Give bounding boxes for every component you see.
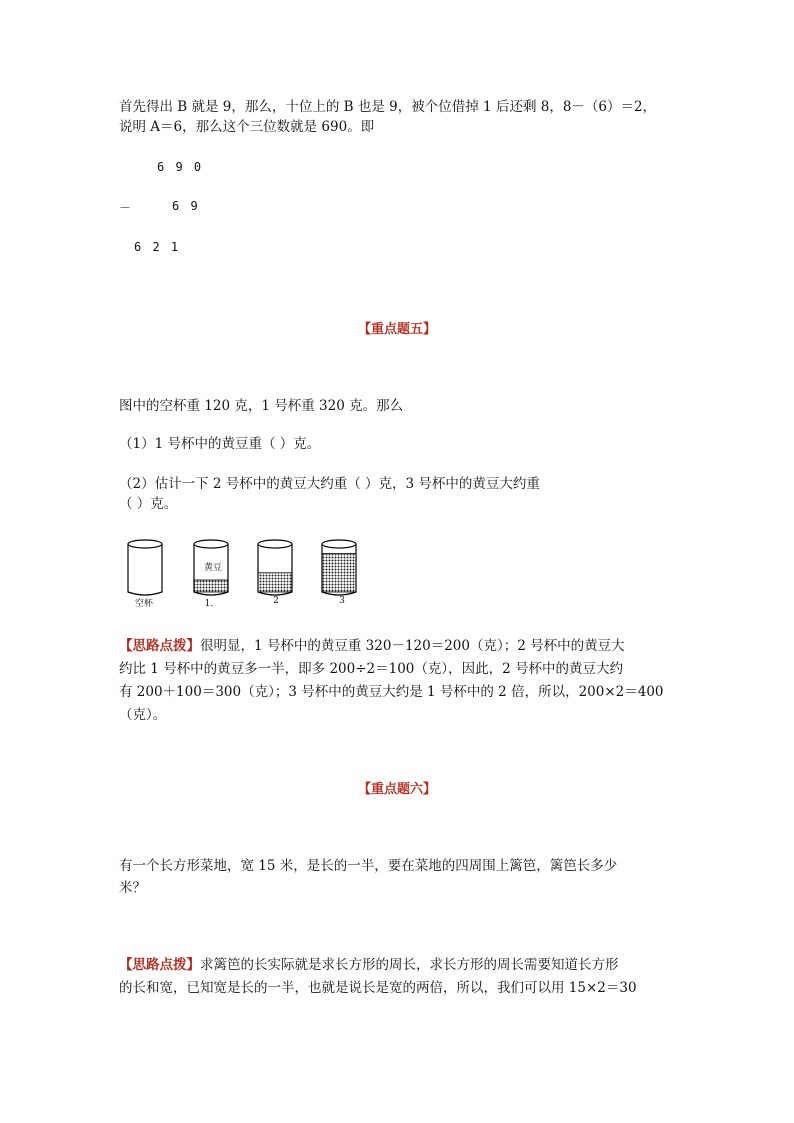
hint-text: 求篱笆的长实际就是求长方形的周长，求长方形的周长需要知道长方形 xyxy=(200,957,619,973)
cup-0 xyxy=(128,540,162,595)
cup-rim xyxy=(322,540,356,548)
cup-2 xyxy=(258,540,292,595)
hint-line: 的长和宽，已知宽是长的一半，也就是说长是宽的两倍，所以，我们可以用 15×2＝30 xyxy=(119,980,637,996)
calc-operator: － xyxy=(119,201,134,215)
cup-inner-text: 黄豆 xyxy=(203,563,222,573)
bean-fill xyxy=(258,573,292,592)
hint-text: 很明显，1 号杯中的黄豆重 320－120＝200（克）；2 号杯中的黄豆大 xyxy=(200,638,625,654)
calc-subtrahend: 6 9 xyxy=(172,199,200,213)
calc-result: 6 2 1 xyxy=(134,240,181,254)
hint-line: 有 200＋100＝300（克）；3 号杯中的黄豆大约是 1 号杯中的 2 倍，所以，200×2＝400 xyxy=(119,684,664,700)
cup-label-3: 3 xyxy=(339,596,345,606)
hint-line: （克）。 xyxy=(119,707,167,723)
paragraph-line: 说明 A＝6，那么这个三位数就是 690。即 xyxy=(119,119,375,135)
question-1: （1）1 号杯中的黄豆重（ ）克。 xyxy=(119,436,321,452)
section-title: 【重点题五】 xyxy=(357,322,436,337)
hint-label: 【思路点拨】 xyxy=(119,638,200,654)
bean-fill xyxy=(194,580,228,592)
question-2-line1: （2）估计一下 2 号杯中的黄豆大约重（ ）克，3 号杯中的黄豆大约重 xyxy=(119,476,540,492)
cup-label-empty: 空杯 xyxy=(134,599,153,609)
section-title: 【重点题六】 xyxy=(357,782,436,797)
paragraph-line: 首先得出 B 就是 9，那么，十位上的 B 也是 9，被个位借掉 1 后还剩 8，8－（6）＝2， xyxy=(119,99,657,115)
cup-body xyxy=(128,544,162,595)
cup-label-1: 1． xyxy=(204,599,220,609)
cup-rim xyxy=(258,540,292,548)
question-stem: 图中的空杯重 120 克，1 号杯重 320 克。那么 xyxy=(119,398,404,414)
hint-label: 【思路点拨】 xyxy=(119,957,200,973)
cup-label-2: 2 xyxy=(273,596,279,606)
hint-line xyxy=(119,955,619,975)
question-stem: 有一个长方形菜地，宽 15 米，是长的一半，要在菜地的四周围上篱笆，篱笆长多少 xyxy=(119,858,618,874)
question-2-line2: （ ）克。 xyxy=(119,496,178,512)
cup-3 xyxy=(322,540,356,595)
hint-line: 约比 1 号杯中的黄豆多一半，即多 200÷2＝100（克），因此，2 号杯中的黄豆大约 xyxy=(119,661,624,677)
calc-minuend: 6 9 0 xyxy=(157,160,204,174)
cups-figure xyxy=(124,538,374,618)
cup-rim xyxy=(128,540,162,548)
cup-rim xyxy=(194,540,228,548)
hint-line xyxy=(119,636,625,656)
bean-fill xyxy=(322,554,356,592)
question-stem: 米？ xyxy=(119,880,146,896)
